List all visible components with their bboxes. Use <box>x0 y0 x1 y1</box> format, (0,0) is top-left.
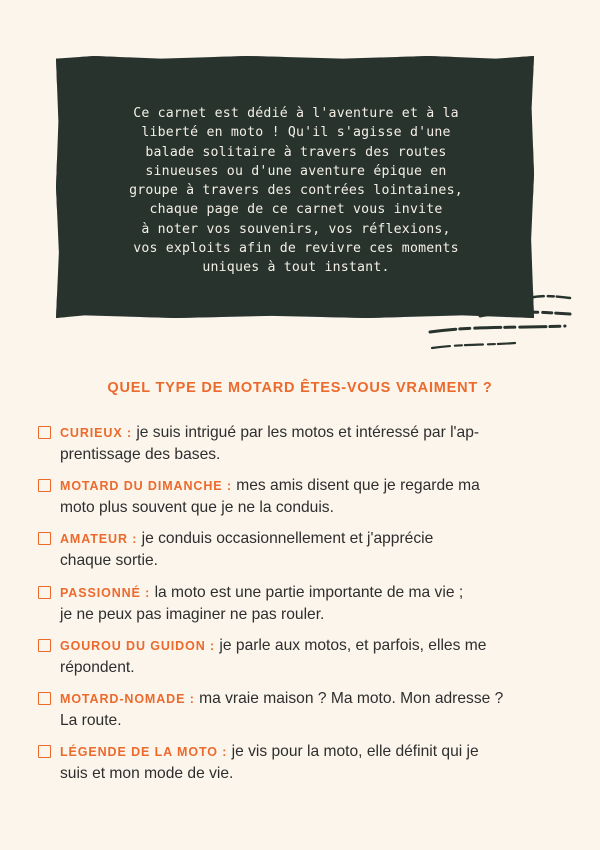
item-description: la moto est une partie importante de ma vie ; <box>150 583 464 601</box>
item-text <box>60 528 558 571</box>
checkbox-icon[interactable] <box>38 479 51 492</box>
checklist-item-curieux <box>38 422 558 475</box>
brush-strokes-decoration <box>420 290 580 360</box>
intro-text <box>90 104 502 278</box>
item-description: La route. <box>60 711 122 729</box>
item-term: MOTARD DU DIMANCHE : <box>60 479 232 494</box>
checkbox-icon[interactable] <box>38 532 51 545</box>
checklist-item-gourou-du-guidon <box>38 635 558 688</box>
item-description: prentissage des bases. <box>60 446 221 463</box>
checkbox-icon[interactable] <box>38 586 51 599</box>
item-description: ma vraie maison ? Ma moto. Mon adresse ? <box>194 689 504 707</box>
checklist-item-passionne <box>38 582 558 635</box>
checkbox-icon[interactable] <box>38 692 51 705</box>
item-description: répondent. <box>60 658 135 676</box>
item-description: chaque sortie. <box>60 552 158 570</box>
item-description: moto plus souvent que je ne la conduis. <box>60 499 334 517</box>
item-term: MOTARD-NOMADE : <box>60 691 195 706</box>
item-description: je conduis occasionnellement et j'apprécie <box>137 530 434 548</box>
intro-line: Ce carnet est dédié à l'aventure et à la <box>133 106 459 121</box>
intro-line: groupe à travers des contrées lointaines, <box>129 183 463 199</box>
checklist-item-motard-nomade <box>38 688 558 741</box>
intro-line: vos exploits afin de revivre ces moments <box>133 241 459 257</box>
item-text <box>60 475 558 518</box>
intro-line: chaque page de ce carnet vous invite <box>149 202 443 218</box>
intro-line: balade solitaire à travers des routes <box>145 144 447 160</box>
motard-type-checklist <box>38 422 558 794</box>
item-term: CURIEUX : <box>60 426 132 440</box>
item-description: je parle aux motos, et parfois, elles me <box>215 636 487 654</box>
item-description: je vis pour la moto, elle définit qui je <box>227 743 479 761</box>
checklist-item-legende-de-la-moto <box>38 741 558 794</box>
item-description: mes amis disent que je regarde ma <box>231 477 480 495</box>
item-term: LÉGENDE DE LA MOTO : <box>60 745 228 760</box>
checkbox-icon[interactable] <box>38 426 51 439</box>
item-term: AMATEUR : <box>60 532 138 547</box>
checklist-item-motard-du-dimanche <box>38 475 558 528</box>
item-text <box>60 635 558 678</box>
item-description: je suis intrigué par les motos et intéressé par l'ap- <box>132 424 480 441</box>
item-text <box>60 688 558 731</box>
section-heading: QUEL TYPE DE MOTARD ÊTES-VOUS VRAIMENT ? <box>107 380 493 396</box>
item-text <box>60 582 558 625</box>
intro-line: liberté en moto ! Qu'il s'agisse d'une <box>141 125 451 141</box>
intro-line: uniques à tout instant. <box>202 260 390 276</box>
checklist-item-amateur <box>38 528 558 581</box>
item-term: PASSIONNÉ : <box>60 585 151 600</box>
checkbox-icon[interactable] <box>38 639 51 652</box>
item-text <box>60 422 558 465</box>
checkbox-icon[interactable] <box>38 745 51 758</box>
item-text <box>60 741 558 784</box>
item-term: GOUROU DU GUIDON : <box>60 638 216 653</box>
intro-line: sinueuses ou d'une aventure épique en <box>145 163 447 179</box>
item-description: je ne peux pas imaginer ne pas rouler. <box>60 605 325 623</box>
intro-line: à noter vos souvenirs, vos réflexions, <box>141 221 451 237</box>
item-description: suis et mon mode de vie. <box>60 765 234 783</box>
